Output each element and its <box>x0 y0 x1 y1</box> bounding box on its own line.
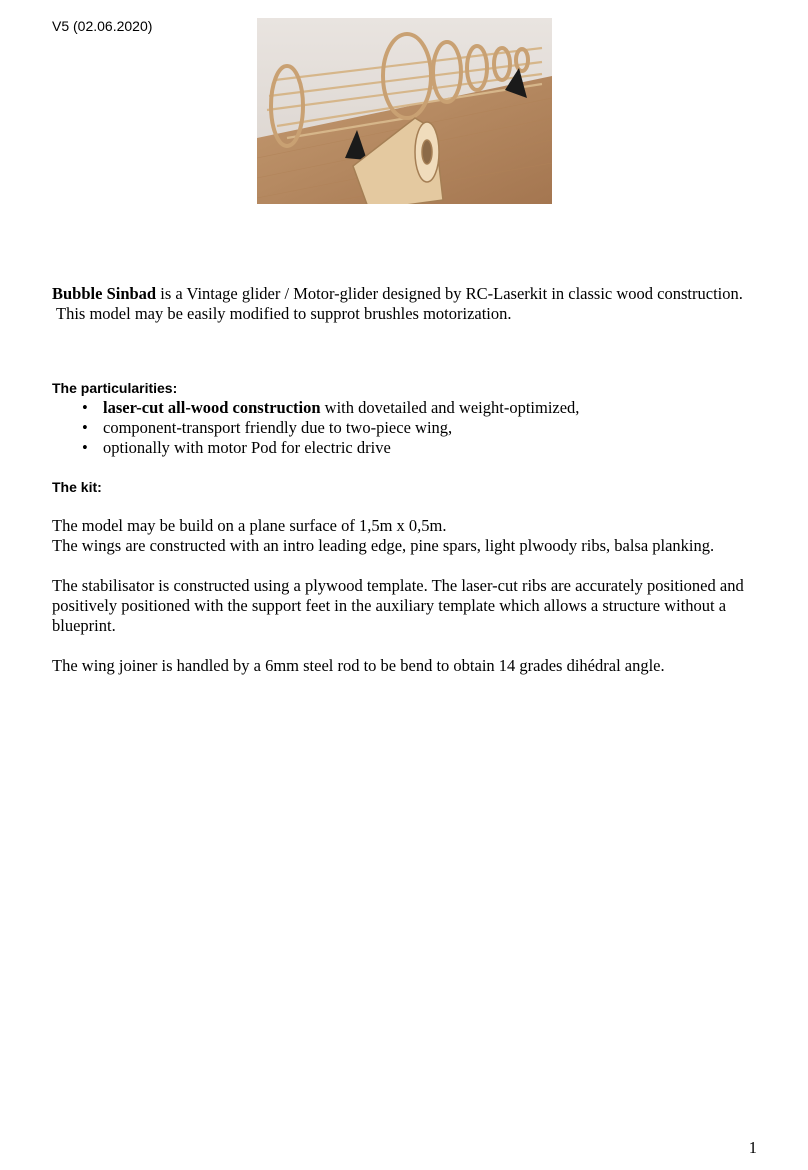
intro-line-1: is a Vintage glider / Motor-glider designed by RC-Laserkit in classic wood construction. <box>156 284 743 303</box>
version-date: V5 (02.06.2020) <box>52 18 153 34</box>
feature-text: component-transport friendly due to two-piece wing, <box>103 418 453 437</box>
features-list <box>82 398 579 458</box>
model-name: Bubble Sinbad <box>52 284 157 303</box>
particularities-heading: The particularities: <box>52 380 178 396</box>
feature-text: optionally with motor Pod for electric drive <box>103 438 391 457</box>
intro-line-2: This model may be easily modified to supprot brushles motorization. <box>56 304 512 323</box>
intro-paragraph <box>52 284 752 324</box>
list-item: • optionally with motor Pod for electric drive <box>82 438 391 457</box>
page-number: 1 <box>748 1138 757 1157</box>
kit-line-2: The wings are constructed with an intro leading edge, pine spars, light plwoody ribs, balsa planking. <box>52 536 715 555</box>
kit-line-1: The model may be build on a plane surface of 1,5m x 0,5m. <box>52 516 447 535</box>
kit-heading: The kit: <box>52 479 102 495</box>
feature-bold: laser-cut all-wood construction <box>103 398 321 417</box>
list-item: • component-transport friendly due to two-piece wing, <box>82 418 453 437</box>
kit-paragraph-3: The wing joiner is handled by a 6mm steel rod to be bend to obtain 14 grades dihédral angle. <box>52 656 665 675</box>
kit-paragraph-1 <box>52 516 772 556</box>
feature-text: with dovetailed and weight-optimized, <box>320 398 580 417</box>
kit-paragraph-2: The stabilisator is constructed using a plywood template. The laser-cut ribs are accurately positioned and positively positioned with the support feet in the auxiliary template which allows a structure without a blueprint. <box>52 576 744 635</box>
list-item: • laser-cut all-wood construction with dovetailed and weight-optimized, <box>82 398 580 417</box>
balsa-glider-fuselage-photo <box>257 18 552 204</box>
